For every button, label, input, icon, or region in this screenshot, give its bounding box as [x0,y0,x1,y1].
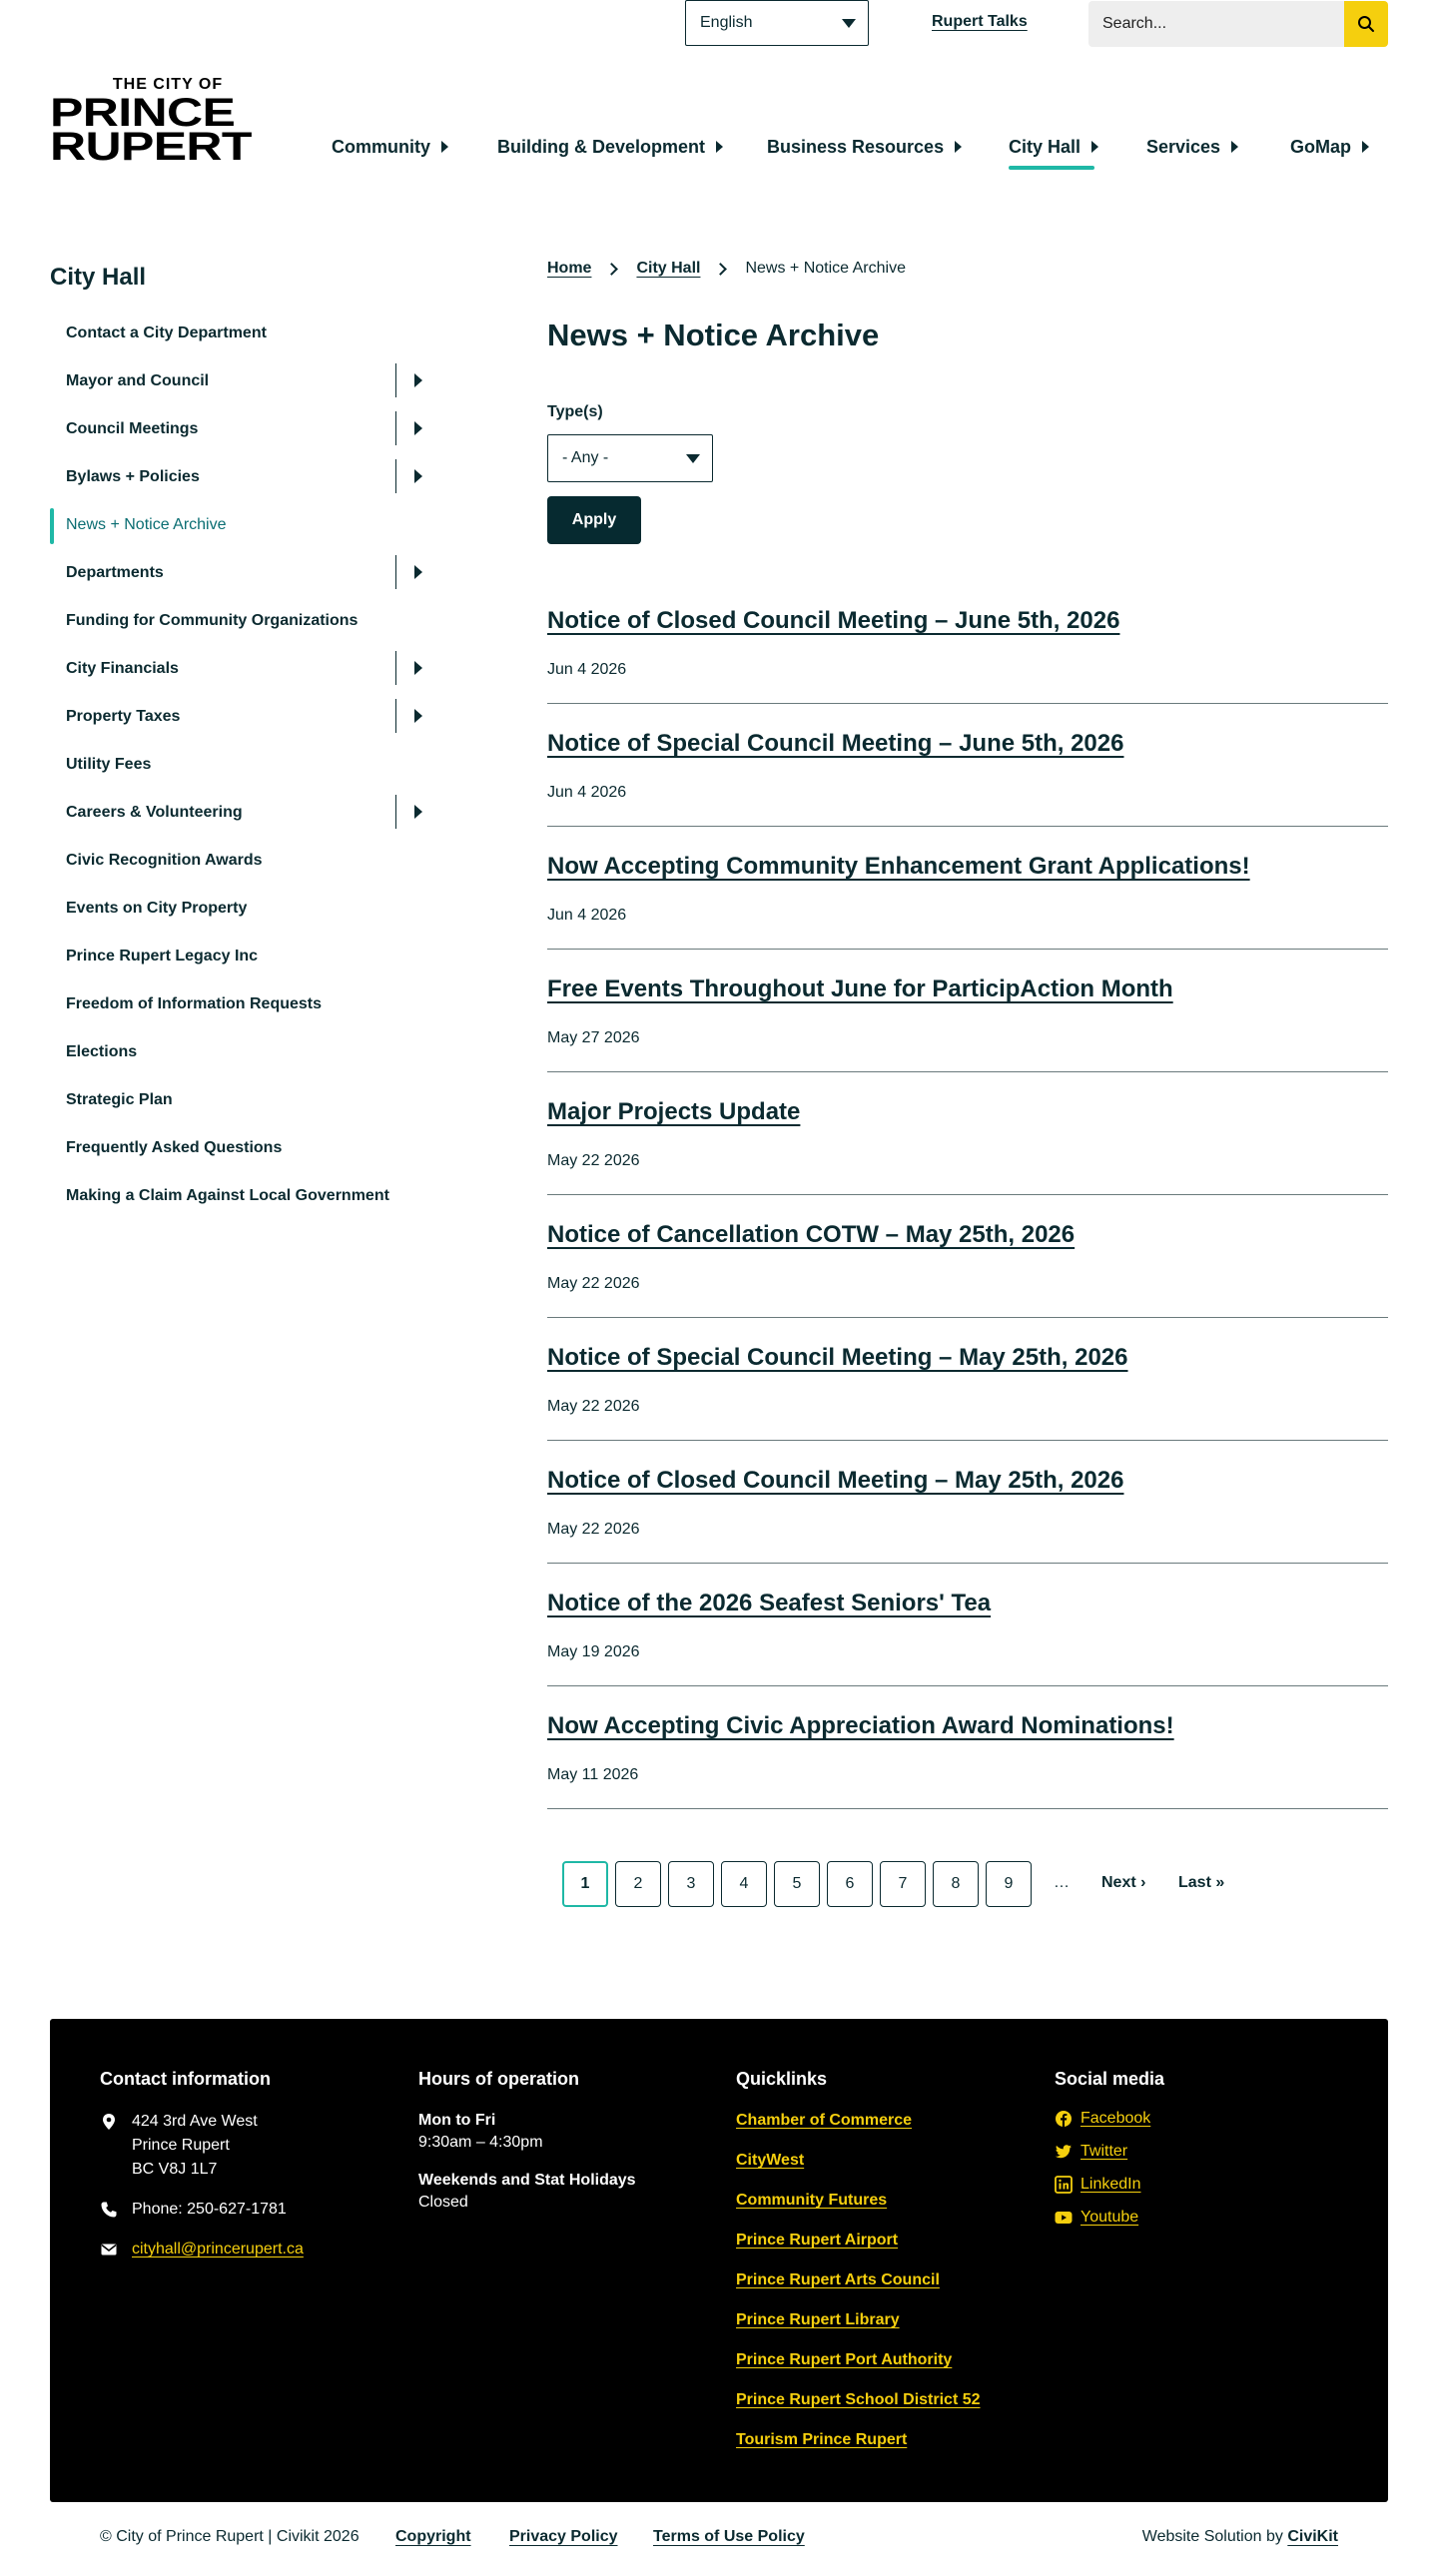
facebook-icon [1055,2110,1073,2128]
sidebar-item-label: Funding for Community Organizations [66,612,359,629]
sidebar-item-label: Mayor and Council [66,372,210,389]
sidebar-item-label: City Financials [66,660,179,677]
sidebar-item-label: Civic Recognition Awards [66,852,263,869]
sidebar-item-label: Elections [66,1043,138,1060]
type-filter-value: - Any - [562,449,609,466]
sidebar-item-frequently-asked-questions[interactable] [50,1124,439,1172]
page-1-button[interactable]: 1 [562,1861,608,1907]
weekend-hours: Closed [418,2194,468,2211]
sidebar-item-civic-recognition-awards[interactable] [50,837,439,885]
sidebar-expand-toggle[interactable] [395,555,439,589]
news-list [547,581,1388,1809]
news-item-title-link[interactable]: Notice of Special Council Meeting – May 25th, 2026 [547,1344,1128,1371]
type-filter-select[interactable] [547,434,713,482]
language-select[interactable] [685,0,869,46]
sidebar-item-label: Departments [66,564,164,581]
sidebar-item-freedom-of-information-requests[interactable] [50,980,439,1028]
copyright-text: © City of Prince Rupert | Civikit 2026 [100,2528,360,2545]
breadcrumb-current: News + Notice Archive [745,260,906,277]
sidebar-item-label: Utility Fees [66,756,152,773]
main-navigation [0,134,1438,174]
news-item [547,581,1388,704]
sidebar-item-label: Council Meetings [66,420,199,437]
weekend-label: Weekends and Stat Holidays [418,2172,636,2189]
bottom-bar [100,2528,1338,2552]
page-2-button[interactable]: 2 [615,1861,661,1907]
quicklink-chamber-of-commerce[interactable]: Chamber of Commerce [736,2112,913,2129]
sidebar-expand-toggle[interactable] [395,699,439,733]
chevron-right-icon [606,263,619,276]
news-item-title-link[interactable]: Notice of Closed Council Meeting – May 25th, 2026 [547,1467,1124,1494]
nav-item-business-resources[interactable] [767,134,962,160]
sidebar-item-label: Bylaws + Policies [66,468,200,485]
twitter-icon [1055,2143,1073,2161]
sidebar-item-departments[interactable] [50,549,439,597]
sidebar-item-utility-fees[interactable] [50,741,439,789]
nav-item-community[interactable] [332,134,448,160]
logo-line-1: THE CITY OF [112,76,224,93]
logo-line-2: PRINCE [50,91,236,135]
breadcrumb-home[interactable]: Home [547,260,592,277]
page-5-button[interactable]: 5 [774,1861,820,1907]
page-6-button[interactable]: 6 [827,1861,873,1907]
social-twitter [1055,2143,1354,2161]
sidebar-item-council-meetings[interactable] [50,405,439,453]
nav-item-label: Building & Development [497,136,706,157]
address-line-1: 424 3rd Ave West [132,2113,258,2130]
sidebar-item-label: Frequently Asked Questions [66,1139,283,1156]
news-item-title-link[interactable]: Now Accepting Civic Appreciation Award Nominations! [547,1712,1174,1739]
nav-item-label: Community [332,136,430,157]
pagination-ellipsis: … [1054,1874,1070,1891]
caret-right-icon [414,709,422,723]
sidebar-item-label: Property Taxes [66,708,181,725]
footer-social-heading: Social media [1055,2069,1165,2089]
sidebar-expand-toggle[interactable] [395,795,439,829]
rupert-talks-link[interactable]: Rupert Talks [932,13,1028,30]
address-line-3: BC V8J 1L7 [132,2161,218,2178]
caret-right-icon [414,469,422,483]
sidebar-expand-toggle[interactable] [395,651,439,685]
page-3-button[interactable]: 3 [668,1861,714,1907]
copyright-link[interactable]: Copyright [395,2528,471,2545]
news-item-title-link[interactable]: Major Projects Update [547,1098,801,1125]
news-item [547,1318,1388,1441]
caret-right-icon [441,141,448,153]
linkedin-icon [1055,2176,1073,2194]
nav-item-label: City Hall [1009,136,1081,157]
news-item-title-link[interactable]: Notice of Cancellation COTW – May 25th, 2026 [547,1221,1076,1248]
caret-right-icon [414,421,422,435]
nav-item-label: Business Resources [767,136,945,157]
sidebar-item-bylaws-policies[interactable] [50,453,439,501]
youtube-icon [1055,2209,1073,2227]
breadcrumb [547,260,906,278]
page-9-button[interactable]: 9 [986,1861,1032,1907]
sidebar-item-events-on-city-property[interactable] [50,885,439,933]
credit-text: Website Solution by [1141,2528,1283,2545]
news-item-date: May 22 2026 [547,1152,640,1169]
news-item-date: May 22 2026 [547,1275,640,1292]
nav-item-city-hall[interactable] [1009,134,1098,160]
sidebar-item-contact-a-city-department[interactable] [50,310,439,357]
page-8-button[interactable]: 8 [933,1861,979,1907]
social-linkedin [1055,2176,1354,2194]
quicklink-prince-rupert-arts-council[interactable]: Prince Rupert Arts Council [736,2271,940,2288]
sidebar-expand-toggle[interactable] [395,411,439,445]
facebook-link[interactable]: Facebook [1080,2110,1151,2127]
sidebar-item-label: Careers & Volunteering [66,804,243,821]
news-item [547,1195,1388,1318]
footer-email [100,2238,399,2261]
chevron-down-icon [842,19,856,28]
next-page-link[interactable]: Next › [1101,1874,1146,1891]
civikit-link[interactable]: CiviKit [1287,2528,1338,2545]
breadcrumb-city-hall[interactable]: City Hall [636,260,701,277]
quicklink-tourism-prince-rupert[interactable]: Tourism Prince Rupert [736,2431,908,2448]
sidebar-item-careers-volunteering[interactable] [50,789,439,837]
sidebar-item-label: Making a Claim Against Local Government [66,1187,389,1204]
quicklink-prince-rupert-airport[interactable]: Prince Rupert Airport [736,2232,899,2249]
quicklink-citywest[interactable]: CityWest [736,2152,805,2169]
sidebar-item-label: News + Notice Archive [66,516,227,533]
quicklink-community-futures[interactable]: Community Futures [736,2192,888,2209]
footer-quicklinks-heading: Quicklinks [736,2069,828,2089]
sidebar-item-label: Events on City Property [66,900,248,917]
sidebar-item-label: Freedom of Information Requests [66,995,323,1012]
sidebar-expand-toggle[interactable] [395,363,439,397]
caret-right-icon [1091,141,1098,153]
footer-contact-heading: Contact information [100,2069,271,2089]
news-item [547,950,1388,1072]
news-item-date: Jun 4 2026 [547,907,627,924]
news-item-title-link[interactable]: Free Events Throughout June for ParticipAction Month [547,975,1173,1002]
news-item-date: Jun 4 2026 [547,784,627,801]
news-item-title-link[interactable]: Now Accepting Community Enhancement Grant Applications! [547,853,1250,880]
sidebar-item-city-financials[interactable] [50,645,439,693]
news-item [547,1441,1388,1564]
pagination [562,1861,1261,1907]
caret-right-icon [414,565,422,579]
caret-right-icon [414,661,422,675]
quicklink-prince-rupert-school-district-52[interactable]: Prince Rupert School District 52 [736,2391,981,2408]
nav-item-label: GoMap [1290,136,1351,157]
sidebar-item-property-taxes[interactable] [50,693,439,741]
footer-hours [418,2069,718,2230]
nav-item-label: Services [1146,136,1221,157]
footer-phone [100,2198,399,2222]
type-filter-label: Type(s) [547,403,603,420]
email-icon [100,2241,118,2258]
footer-address [100,2110,399,2182]
youtube-link[interactable]: Youtube [1080,2209,1139,2226]
news-item [547,704,1388,827]
caret-right-icon [414,805,422,819]
social-youtube [1055,2209,1354,2227]
news-item-date: Jun 4 2026 [547,661,627,678]
page-7-button[interactable]: 7 [880,1861,926,1907]
news-item-date: May 22 2026 [547,1521,640,1538]
news-item-date: May 11 2026 [547,1766,639,1783]
chevron-down-icon [686,454,700,463]
location-pin-icon [100,2113,118,2131]
news-item-title-link[interactable]: Notice of Special Council Meeting – June 5th, 2026 [547,730,1124,757]
news-item [547,1072,1388,1195]
sidebar-item-funding-for-community-organizations[interactable] [50,597,439,645]
search-icon [1357,15,1375,33]
footer-hours-heading: Hours of operation [418,2069,579,2089]
sidebar-title: City Hall [50,264,147,291]
site-footer [50,2019,1388,2502]
news-item-date: May 22 2026 [547,1398,640,1415]
news-item-date: May 19 2026 [547,1643,640,1660]
sidebar-menu [50,310,439,1220]
sidebar-item-label: Prince Rupert Legacy Inc [66,948,259,965]
email-link[interactable]: cityhall@princerupert.ca [132,2241,304,2257]
utility-bar [0,0,1438,48]
privacy-policy-link[interactable]: Privacy Policy [509,2528,618,2545]
footer-quicklinks [736,2069,1036,2469]
caret-right-icon [716,141,723,153]
address-line-2: Prince Rupert [132,2137,230,2154]
phone-number: Phone: 250-627-1781 [132,2201,287,2218]
news-item-title-link[interactable]: Notice of the 2026 Seafest Seniors' Tea [547,1590,992,1616]
quicklink-prince-rupert-library[interactable]: Prince Rupert Library [736,2311,900,2328]
weekday-label: Mon to Fri [418,2112,496,2129]
news-item-title-link[interactable]: Notice of Closed Council Meeting – June 5th, 2026 [547,607,1120,634]
sidebar-item-prince-rupert-legacy-inc[interactable] [50,933,439,980]
language-select-value: English [700,14,753,31]
weekday-hours: 9:30am – 4:30pm [418,2134,543,2151]
nav-item-services[interactable] [1146,134,1238,160]
caret-right-icon [955,141,962,153]
news-item [547,827,1388,950]
sidebar-item-making-a-claim-against-local-government[interactable] [50,1172,439,1220]
footer-contact [100,2069,399,2277]
sidebar-item-elections[interactable] [50,1028,439,1076]
sidebar-item-mayor-and-council[interactable] [50,357,439,405]
sidebar-item-label: Contact a City Department [66,324,267,341]
page-title: News + Notice Archive [547,318,880,352]
sidebar-item-strategic-plan[interactable] [50,1076,439,1124]
caret-right-icon [1362,141,1369,153]
website-credit [1142,2528,1338,2546]
sidebar-item-news-notice-archive[interactable] [50,501,439,549]
quicklink-prince-rupert-port-authority[interactable]: Prince Rupert Port Authority [736,2351,953,2368]
apply-button[interactable]: Apply [547,496,641,544]
last-page-link[interactable]: Last » [1178,1874,1225,1891]
terms-of-use-link[interactable]: Terms of Use Policy [653,2528,805,2545]
news-item-date: May 27 2026 [547,1029,640,1046]
phone-icon [100,2201,118,2219]
page-4-button[interactable]: 4 [721,1861,767,1907]
caret-right-icon [414,373,422,387]
footer-social [1055,2069,1354,2242]
nav-active-indicator [1009,166,1094,170]
logo-line-3: RUPERT [50,125,252,169]
twitter-link[interactable]: Twitter [1080,2143,1128,2160]
linkedin-link[interactable]: LinkedIn [1080,2176,1141,2193]
social-facebook [1055,2110,1354,2128]
nav-item-gomap[interactable] [1290,134,1369,160]
sidebar-expand-toggle[interactable] [395,459,439,493]
nav-item-building-development[interactable] [497,134,723,160]
search-placeholder: Search... [1102,15,1167,32]
caret-right-icon [1231,141,1238,153]
sidebar-item-label: Strategic Plan [66,1091,173,1108]
search-button[interactable] [1344,1,1388,47]
chevron-right-icon [715,263,728,276]
news-item [547,1686,1388,1809]
news-item [547,1564,1388,1686]
search-input[interactable] [1088,1,1344,47]
